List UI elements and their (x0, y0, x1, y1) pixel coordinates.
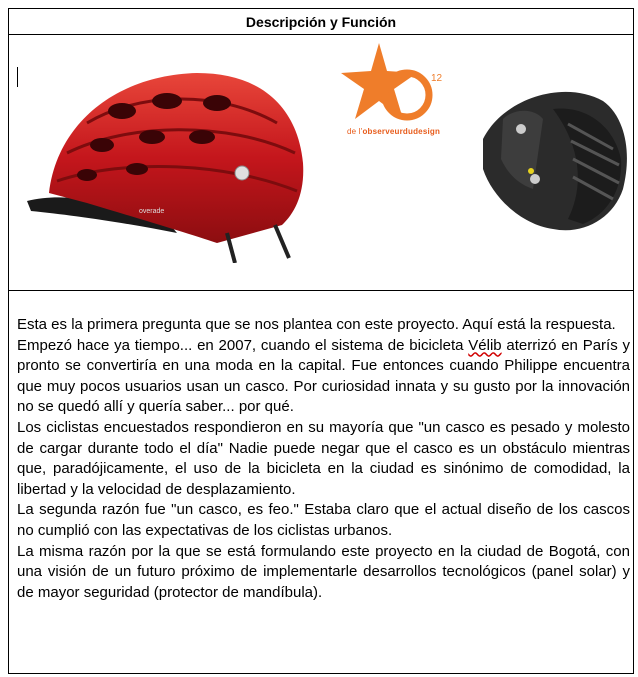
paragraph: Esta es la primera pregunta que se nos plantea con este proyecto. Aquí está la respuesta. (17, 316, 616, 333)
red-helmet-image (27, 53, 312, 263)
text-cursor (17, 67, 18, 87)
logo-number: 12 (431, 73, 443, 84)
paragraph: Los ciclistas encuestados respondieron en su mayoría que "un casco es pesado y molesto de cargar durante todo el día" Nadie puede negar que el casco es un obstáculo mientras que, paradójicamente, el uso de la bicicleta en la ciudad es sinónimo de comodidad, la libertad y la velocidad de desplazamiento. (17, 418, 630, 498)
logo-caption-pre: de l' (347, 127, 363, 136)
paragraph: La misma razón por la que se está formulando este proyecto en la ciudad de Bogotá, con una visión de un futuro próximo de implementarle desarrollos tecnológicos (panel solar) y de mayor seguridad (protector de mandíbula). (17, 542, 630, 601)
description-text-cell (9, 291, 633, 673)
helmet-brand-label: overade (139, 208, 165, 215)
image-cell (9, 35, 633, 291)
paragraph: Empezó hace ya tiempo... en 2007, cuando el sistema de bicicleta Vélib aterrizó en París y pronto se convertiría en una moda en la capital. Fue entonces cuando Philippe encuentra que muy pocos usuarios usan un casco. Por curiosidad innata y su gusto por la innovación no se quedó allí y quería saber... por qué. (17, 336, 630, 416)
description-table (8, 8, 634, 674)
logo-caption-main: observeurdudesign (362, 127, 441, 136)
logo-caption (347, 127, 440, 136)
description-body (17, 315, 630, 603)
paragraph: La segunda razón fue "un casco, es feo." Estaba claro que el actual diseño de los cascos no cumplió con las expectativas de los ciclistas urbanos. (17, 501, 630, 539)
black-folded-helmet-image (473, 79, 635, 239)
table-title: Descripción y Función (9, 9, 633, 35)
spelling-flagged-word: Vélib (468, 336, 502, 354)
